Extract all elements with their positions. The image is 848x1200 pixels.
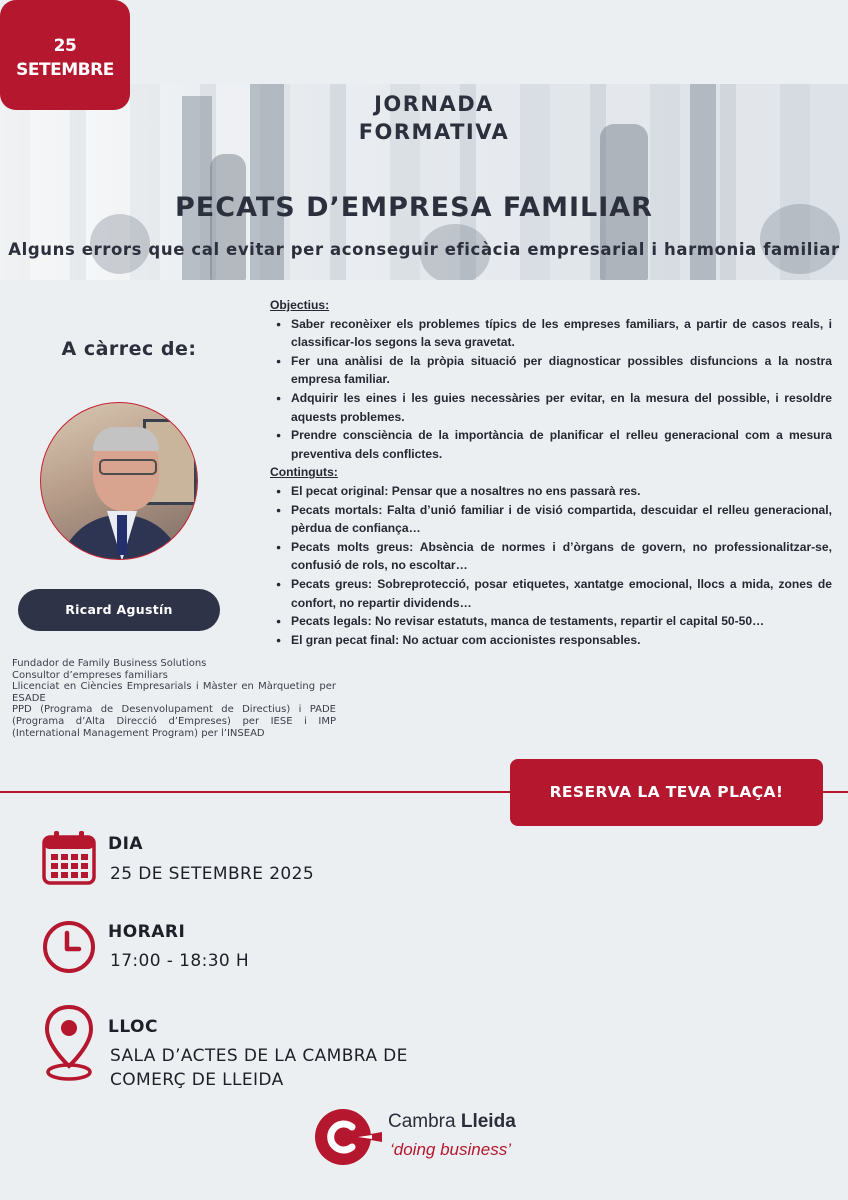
content-item: ● Pecats greus: Sobreprotecció, posar etiquetes, xantatge emocional, llocs a mida, zones de confort, no repartir dividends… (291, 575, 832, 612)
page-title: PECATS D’EMPRESA FAMILIAR (175, 192, 653, 223)
photo-tie (117, 515, 127, 555)
place-line: COMERÇ DE LLEIDA (110, 1070, 284, 1090)
objectives-list (270, 315, 832, 464)
objective-item: ● Prendre consciència de la importància de planificar el relleu generacional com a mesura preventiva dels conflictes. (291, 426, 832, 463)
speaker-photo (40, 402, 198, 560)
objectives-heading: Objectius: (270, 298, 330, 312)
date-badge-day: 25 (53, 36, 77, 56)
day-value: 25 DE SETEMBRE 2025 (110, 864, 315, 884)
course-content (270, 296, 832, 649)
event-kicker-line1: JORNADA (374, 92, 494, 116)
contents-heading: Continguts: (270, 465, 338, 480)
objective-item: ● Saber reconèixer els problemes típics de les empreses familiars, a partir de casos reals, i classificar-los segons la seva gravetat. (291, 315, 832, 352)
clock-icon (42, 920, 96, 974)
logo-wordmark (388, 1111, 516, 1133)
speaker-label: A càrrec de: (61, 338, 197, 360)
content-item: ● El gran pecat final: No actuar com accionistes responsables. (291, 631, 832, 650)
bio-line: Llicenciat en Ciències Empresarials i Màster en Màrqueting per ESADE (12, 681, 336, 704)
bio-line: PPD (Programa de Desenvolupament de Directius) i PADE (Programa d’Alta Direcció d’Empreses) per IESE i IMP (International Management Program) per l’INSEAD (12, 704, 336, 739)
time-label: HORARI (108, 922, 186, 942)
speaker-name: Ricard Agustín (18, 589, 220, 631)
objective-item: ● Adquirir les eines i les guies necessàries per evitar, en la mesura del possible, i resoldre aquests problemes. (291, 389, 832, 426)
calendar-icon (42, 830, 96, 886)
event-kicker (0, 90, 848, 146)
page-subtitle: Alguns errors que cal evitar per aconseguir eficàcia empresarial i harmonia familiar (8, 240, 840, 259)
cambra-logo-icon (314, 1108, 382, 1166)
place-line: SALA D’ACTES DE LA CAMBRA DE (110, 1046, 408, 1066)
photo-hair (93, 427, 159, 451)
content-item: ● El pecat original: Pensar que a nosaltres no ens passarà res. (291, 482, 832, 501)
content-item: ● Pecats legals: No revisar estatuts, manca de testaments, repartir el capital 50-50… (291, 612, 832, 631)
reserve-button[interactable]: RESERVA LA TEVA PLAÇA! (510, 759, 823, 826)
date-badge-month: SETEMBRE (16, 60, 114, 80)
contents-list (270, 482, 832, 649)
bio-line: Fundador de Family Business Solutions (12, 658, 207, 669)
logo-word-lleida: Lleida (460, 1111, 516, 1132)
objective-item: ● Fer una anàlisi de la pròpia situació per diagnosticar possibles disfuncions a la nostra empresa familiar. (291, 352, 832, 389)
event-kicker-line2: FORMATIVA (358, 120, 510, 144)
location-pin-icon (42, 1004, 96, 1084)
bio-line: Consultor d’empreses familiars (12, 669, 168, 681)
content-item: ● Pecats molts greus: Absència de normes i d’òrgans de govern, no professionalitzar-se, confusió de rols, no escoltar… (291, 538, 832, 575)
logo-word-cambra: Cambra (388, 1111, 456, 1132)
place-value (110, 1044, 408, 1092)
logo-tagline: ‘doing business’ (390, 1140, 511, 1159)
day-label: DIA (108, 834, 144, 854)
speaker-bio (12, 658, 336, 739)
content-item: ● Pecats mortals: Falta d’unió familiar i de visió compartida, descuidar el relleu generacional, pèrdua de confiança… (291, 501, 832, 538)
photo-glasses (99, 459, 157, 475)
place-label: LLOC (108, 1017, 158, 1037)
time-value: 17:00 - 18:30 H (110, 951, 250, 971)
